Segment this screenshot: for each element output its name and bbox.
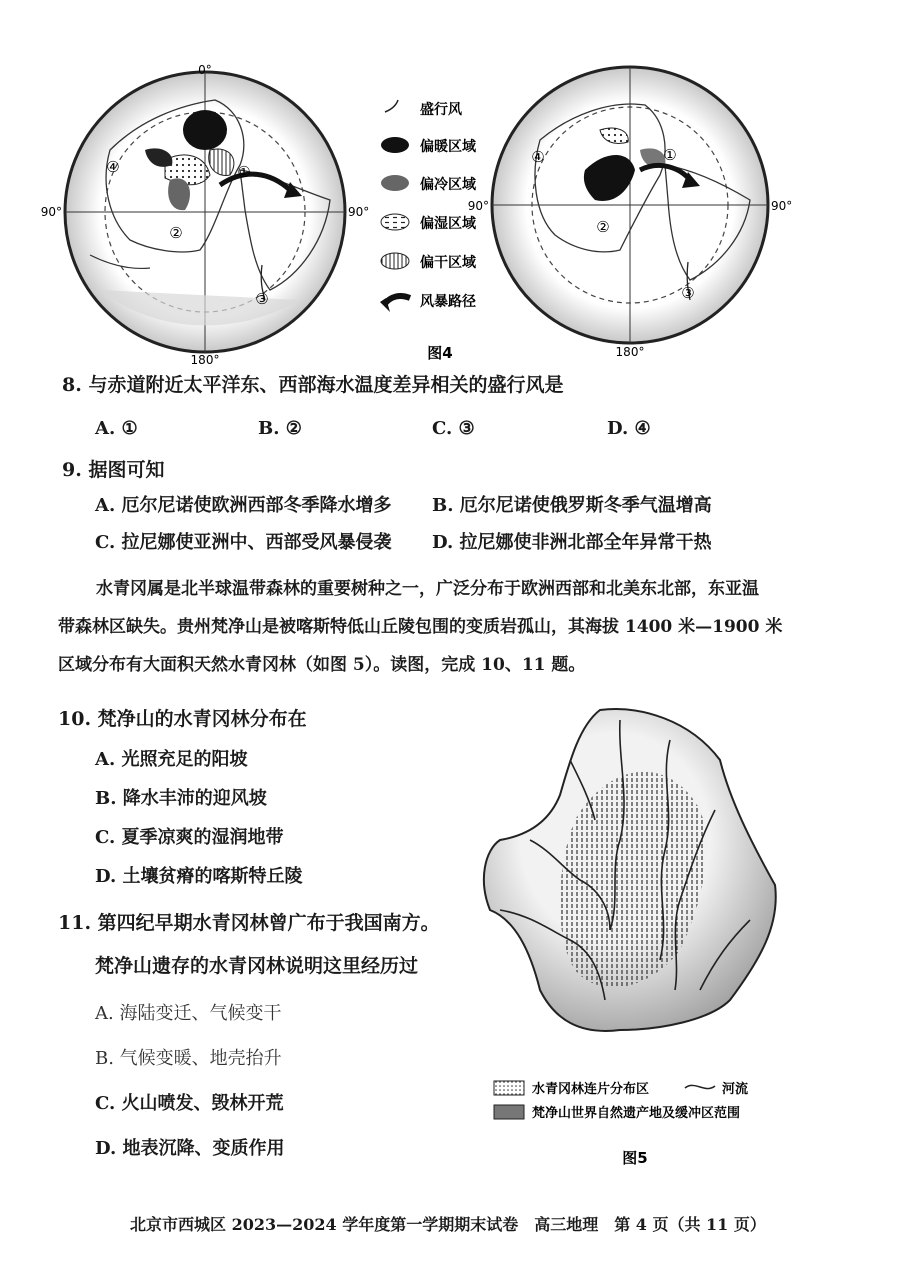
wet-legend-icon — [381, 214, 409, 230]
figure-5-label: 图5 — [622, 1149, 648, 1167]
marker-4: ④ — [531, 148, 545, 166]
degree-right: 90° — [348, 205, 370, 219]
question-11-stem-line-1: 11. 第四纪早期水青冈林曾广布于我国南方。 — [58, 912, 440, 934]
legend-storm: 风暴路径 — [420, 294, 476, 310]
question-11-stem-line-2: 梵净山遗存的水青冈林说明这里经历过 — [95, 955, 419, 977]
legend-warm: 偏暖区域 — [420, 139, 476, 155]
legend-river: 河流 — [722, 1082, 749, 1097]
q8-option-b: B. ② — [258, 418, 302, 439]
q10-option-d: D. 土壤贫瘠的喀斯特丘陵 — [95, 866, 303, 887]
marker-1: ① — [237, 163, 251, 181]
page-footer: 北京市西城区 2023—2024 学年度第一学期期末试卷 高三地理 第 4 页（共 11 页） — [130, 1215, 766, 1234]
legend-dry: 偏干区域 — [420, 255, 476, 271]
legend-wind: 盛行风 — [420, 102, 462, 118]
figure-4 — [0, 0, 900, 370]
wind-legend-icon — [385, 100, 398, 112]
question-10-stem: 10. 梵净山的水青冈林分布在 — [58, 708, 307, 730]
marker-4: ④ — [106, 158, 120, 176]
cold-legend-icon — [381, 175, 409, 191]
q11-option-d: D. 地表沉降、变质作用 — [95, 1138, 285, 1159]
degree-bottom: 180° — [615, 345, 645, 359]
q8-option-d: D. ④ — [607, 418, 651, 439]
passage-line-3: 区域分布有大面积天然水青冈林（如图 5）。读图，完成 10、11 题。 — [58, 655, 586, 675]
river-legend-icon — [685, 1085, 715, 1088]
q9-option-b: B. 厄尔尼诺使俄罗斯冬季气温增高 — [432, 495, 712, 516]
q11-option-b: B. 气候变暖、地壳抬升 — [95, 1048, 282, 1069]
figure-4-label: 图4 — [427, 344, 453, 362]
heritage-legend-icon — [494, 1105, 524, 1119]
q10-option-b: B. 降水丰沛的迎风坡 — [95, 788, 267, 809]
figure-4-legend — [380, 100, 477, 362]
passage-line-1: 水青冈属是北半球温带森林的重要树种之一，广泛分布于欧洲西部和北美东北部，东亚温 — [96, 579, 759, 599]
warm-region — [183, 110, 227, 150]
marker-3: ③ — [255, 290, 269, 308]
legend-heritage: 梵净山世界自然遗产地及缓冲区范围 — [532, 1106, 741, 1121]
dry-legend-icon — [381, 253, 409, 269]
beech-legend-icon — [494, 1081, 524, 1095]
question-9-stem: 9. 据图可知 — [62, 459, 165, 481]
q10-option-c: C. 夏季凉爽的湿润地带 — [95, 827, 284, 848]
degree-left: 90° — [40, 205, 62, 219]
passage-line-2: 带森林区缺失。贵州梵净山是被喀斯特低山丘陵包围的变质岩孤山，其海拔 1400 米—1900 米 — [58, 617, 783, 637]
q9-option-c: C. 拉尼娜使亚洲中、西部受风暴侵袭 — [95, 532, 392, 553]
q9-option-a: A. 厄尔尼诺使欧洲西部冬季降水增多 — [95, 495, 392, 516]
left-polar-map — [41, 63, 370, 367]
warm-legend-icon — [381, 137, 409, 153]
right-polar-map — [468, 67, 793, 359]
q8-option-a: A. ① — [95, 418, 138, 439]
legend-cold: 偏冷区域 — [420, 177, 476, 193]
legend-beech: 水青冈林连片分布区 — [532, 1082, 650, 1097]
degree-right: 90° — [771, 199, 793, 213]
degree-top: 0° — [198, 63, 212, 77]
q8-option-c: C. ③ — [432, 418, 475, 439]
q9-option-d: D. 拉尼娜使非洲北部全年异常干热 — [432, 532, 712, 553]
marker-1: ① — [663, 146, 677, 164]
q11-option-a: A. 海陆变迁、气候变干 — [95, 1003, 282, 1024]
q10-option-a: A. 光照充足的阳坡 — [95, 749, 248, 770]
degree-bottom: 180° — [190, 353, 220, 367]
storm-legend-icon — [384, 296, 410, 305]
marker-2: ② — [596, 218, 610, 236]
marker-2: ② — [169, 224, 183, 242]
question-8-stem: 8. 与赤道附近太平洋东、西部海水温度差异相关的盛行风是 — [62, 374, 564, 396]
figure-5 — [470, 700, 790, 1170]
degree-left: 90° — [467, 199, 489, 213]
q11-option-c: C. 火山喷发、毁林开荒 — [95, 1093, 284, 1114]
marker-3: ③ — [681, 284, 695, 302]
legend-wet: 偏湿区域 — [420, 216, 476, 232]
